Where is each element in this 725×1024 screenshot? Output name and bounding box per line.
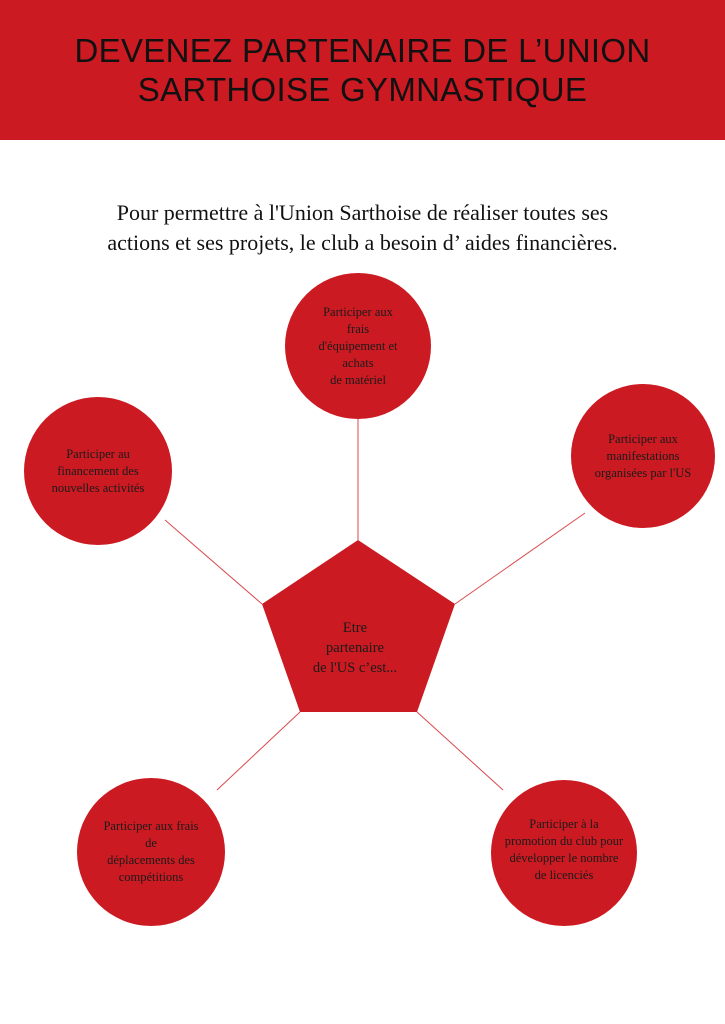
connector-deplacements — [217, 712, 300, 790]
node-label-activites: Participer au financement des nouvelles activités — [51, 446, 145, 495]
node-label-manifestations: Participer aux manifestations organisées par l'US — [594, 431, 692, 480]
node-label-promotion: Participer à la promotion du club pour développer le nombre de licenciés — [504, 817, 624, 882]
node-label-equipement: Participer aux frais d'équipement et achats de matériel — [318, 304, 398, 387]
connector-activites — [165, 520, 262, 604]
intro-text: Pour permettre à l'Union Sarthoise de réaliser toutes ses actions et ses projets, le club a besoin d’ aides financières. — [107, 200, 618, 255]
connector-promotion — [417, 712, 503, 790]
connector-manifestations — [455, 513, 585, 604]
center-label: Etre partenaire de l'US c’est... — [312, 620, 398, 676]
page-title: DEVENEZ PARTENAIRE DE L’UNION SARTHOISE GYMNASTIQUE — [74, 32, 651, 108]
node-label-deplacements: Participer aux frais de déplacements des compétitions — [103, 819, 199, 884]
